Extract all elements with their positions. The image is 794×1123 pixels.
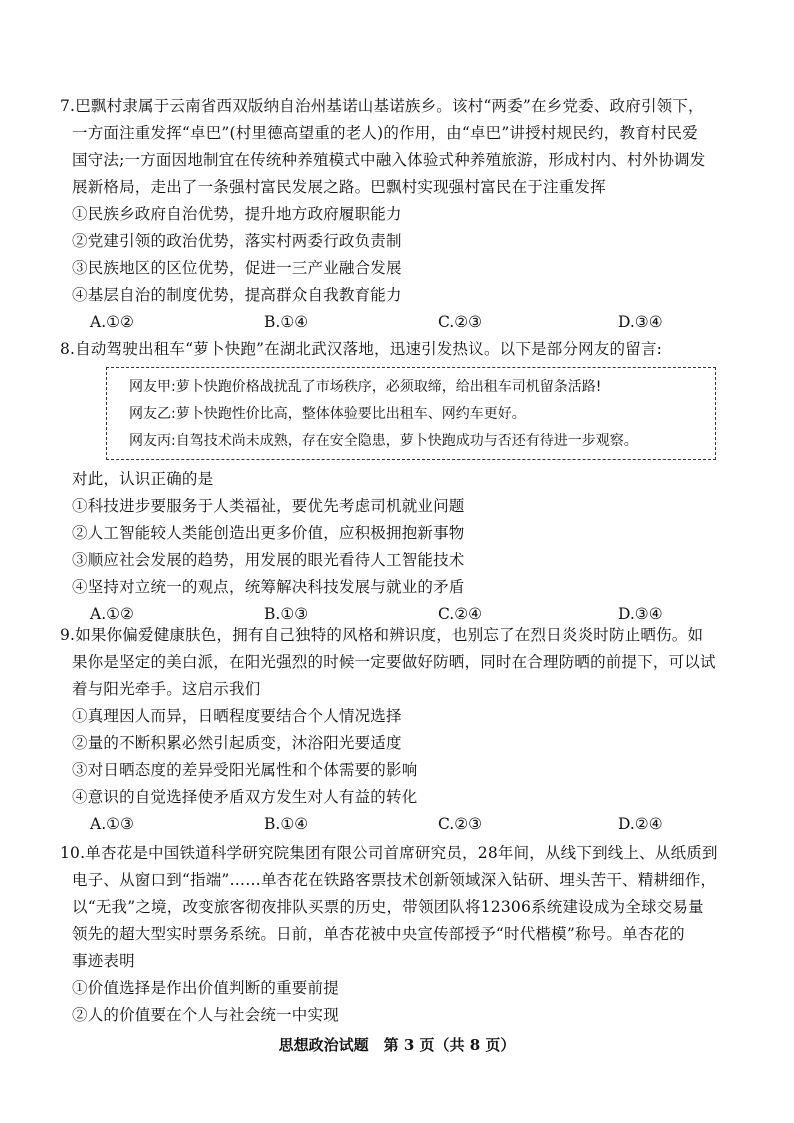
q8-statement-2: ②人工智能较人类能创造出更多价值，应积极拥抱新事物 — [72, 524, 465, 542]
q9-option-c: C.②③ — [438, 815, 483, 833]
q8-option-d: D.③④ — [618, 605, 663, 623]
q10-stem-line: 以“无我”之境，改变旅客彻夜排队买票的历史，带领团队将12306系统建设成为全球交易量 — [72, 898, 704, 916]
q7-statement-2: ②党建引领的政治优势，落实村两委行政负责制 — [72, 232, 402, 250]
q8-comment-a: 网友甲:萝卜快跑价格战扰乱了市场秩序，必须取缔，给出租车司机留条活路! — [129, 379, 602, 395]
q9-statement-1: ①真理因人而异，日晒程度要结合个人情况选择 — [72, 707, 402, 725]
question-7 — [60, 93, 712, 336]
q7-statement-1: ①民族乡政府自治优势，提升地方政府履职能力 — [72, 205, 402, 223]
question-8 — [60, 336, 712, 628]
q7-options — [72, 309, 712, 336]
q10-stem-line: 事迹表明 — [72, 952, 135, 970]
q8-stem-line: 8.自动驾驶出租车“萝卜快跑”在湖北武汉落地，迅速引发热议。以下是部分网友的留言: — [60, 340, 663, 358]
q9-stem-line: 9.如果你偏爱健康肤色，拥有自己独特的风格和辨识度，也别忘了在烈日炎炎时防止晒伤。如 — [60, 626, 704, 644]
q8-comment-box — [106, 367, 716, 460]
q8-option-c: C.②④ — [438, 605, 483, 623]
q7-option-c: C.②③ — [438, 313, 483, 331]
q9-option-b: B.①④ — [264, 815, 309, 833]
question-10 — [60, 840, 718, 1029]
q8-comment-c: 网友丙:自驾技术尚未成熟，存在安全隐患，萝卜快跑成功与否还有待进一步观察。 — [129, 433, 638, 449]
q9-statement-4: ④意识的自觉选择使矛盾双方发生对人有益的转化 — [72, 788, 418, 806]
q10-statement-2: ②人的价值要在个人与社会统一中实现 — [72, 1006, 339, 1024]
q9-statement-2: ②量的不断积累必然引起质变，沐浴阳光要适度 — [72, 734, 402, 752]
q7-stem-line: 一方面注重发挥“卓巴”(村里德高望重的老人)的作用，由“卓巴”讲授村规民约，教育村民爱 — [72, 124, 698, 142]
q10-stem-line: 10.单杏花是中国铁道科学研究院集团有限公司首席研究员，28年间，从线下到线上、从纸质到 — [60, 844, 718, 862]
q8-option-a: A.①② — [90, 605, 134, 623]
page-footer: 思想政治试题 第 3 页（共 8 页） — [278, 1036, 516, 1054]
q8-comment-b: 网友乙:萝卜快跑性价比高，整体体验要比出租车、网约车更好。 — [129, 406, 526, 422]
q9-stem-line: 着与阳光牵手。这启示我们 — [72, 680, 261, 698]
q7-option-a: A.①② — [90, 313, 134, 331]
q10-stem-line: 电子、从窗口到“指端”……单杏花在铁路客票技术创新领域深入钻研、埋头苦干、精耕细作， — [72, 871, 717, 889]
q7-stem-line: 7.巴飘村隶属于云南省西双版纳自治州基诺山基诺族乡。该村“两委”在乡党委、政府引领下， — [60, 97, 704, 115]
q9-stem-line: 果你是坚定的美白派，在阳光强烈的时候一定要做好防晒，同时在合理防晒的前提下，可以试 — [72, 653, 716, 671]
q7-option-b: B.①④ — [264, 313, 309, 331]
q7-stem-line: 国守法;一方面因地制宜在传统种养殖模式中融入体验式种养殖旅游，形成村内、村外协调发 — [72, 151, 706, 169]
q9-options — [72, 811, 712, 838]
q7-statement-3: ③民族地区的区位优势，促进一三产业融合发展 — [72, 259, 402, 277]
q10-stem-line: 领先的超大型实时票务系统。日前，单杏花被中央宣传部授予“时代楷模”称号。单杏花的 — [72, 925, 685, 943]
q8-statement-3: ③顺应社会发展的趋势，用发展的眼光看待人工智能技术 — [72, 551, 465, 569]
q9-option-a: A.①③ — [90, 815, 134, 833]
q8-prompt: 对此，认识正确的是 — [72, 470, 214, 488]
q8-statement-1: ①科技进步要服务于人类福祉，要优先考虑司机就业问题 — [72, 497, 465, 515]
q7-stem-line: 展新格局，走出了一条强村富民发展之路。巴飘村实现强村富民在于注重发挥 — [72, 178, 606, 196]
q7-statement-4: ④基层自治的制度优势，提高群众自我教育能力 — [72, 286, 402, 304]
q7-option-d: D.③④ — [618, 313, 663, 331]
q8-option-b: B.①③ — [264, 605, 309, 623]
q10-statement-1: ①价值选择是作出价值判断的重要前提 — [72, 979, 339, 997]
question-9 — [60, 622, 716, 838]
q9-option-d: D.②④ — [618, 815, 663, 833]
q8-statement-4: ④坚持对立统一的观点，统筹解决科技发展与就业的矛盾 — [72, 578, 465, 596]
q9-statement-3: ③对日晒态度的差异受阳光属性和个体需要的影响 — [72, 761, 418, 779]
